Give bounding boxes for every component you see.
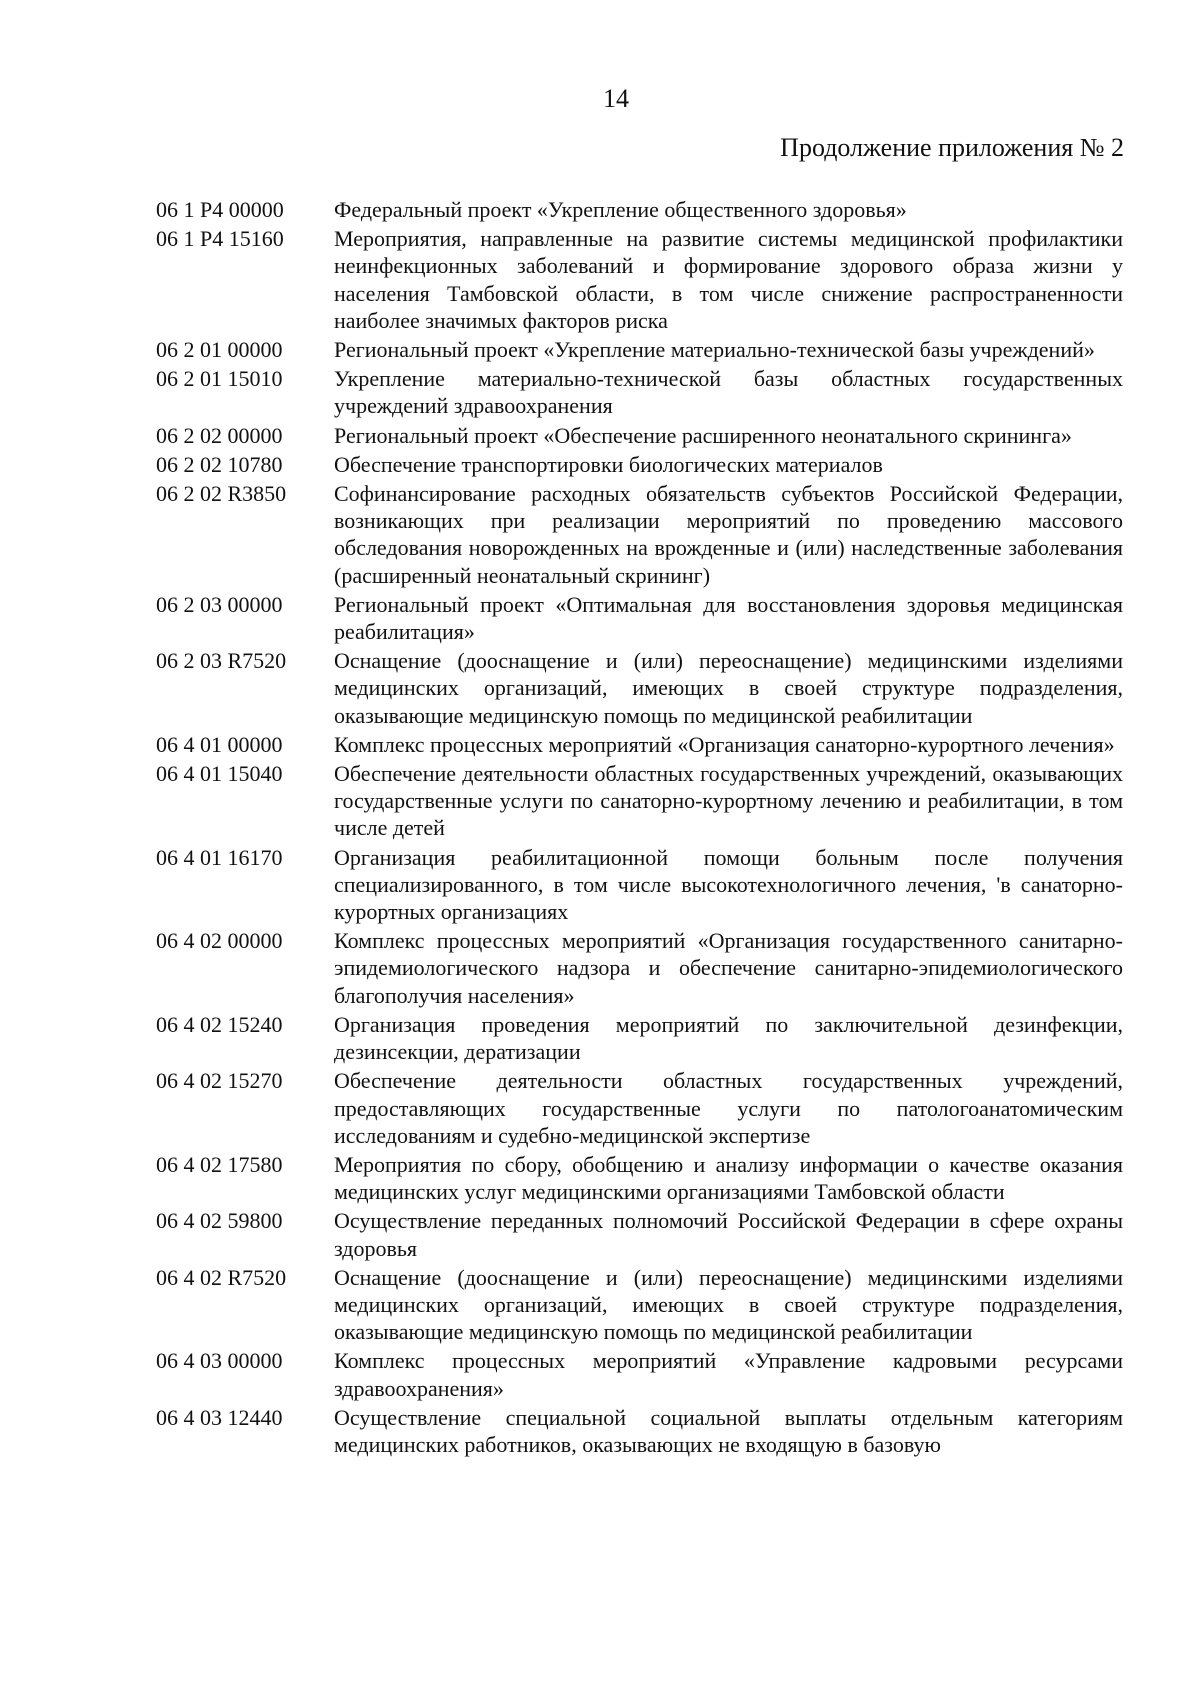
entry-description: Федеральный проект «Укрепление общественного здоровья»: [334, 197, 907, 222]
list-item: [156, 731, 1123, 758]
entry-code: 06 4 01 15040: [156, 761, 283, 787]
list-item: [156, 647, 1123, 729]
entry-description: Комплекс процессных мероприятий «Управление кадровыми ресурсами здравоохранения»: [334, 1348, 1123, 1401]
entry-code: 06 4 03 00000: [156, 1348, 283, 1374]
entry-code: 06 4 02 15240: [156, 1011, 283, 1037]
list-item: [156, 927, 1123, 1009]
list-item: [156, 1151, 1123, 1205]
entry-description: Комплекс процессных мероприятий «Организация государственного санитарно-эпидемиологического надзора и обеспечение санитарно-эпидемиологического благополучия населения»: [334, 928, 1123, 1008]
list-item: [156, 760, 1123, 842]
list-item: [156, 365, 1123, 419]
entry-description: Региональный проект «Укрепление материально-технической базы учреждений»: [334, 337, 1095, 363]
entry-code: 06 2 02 00000: [156, 422, 283, 448]
list-item: [156, 451, 1123, 478]
list-item: [156, 1067, 1123, 1149]
list-item: [156, 225, 1123, 334]
entry-code: 06 4 02 15270: [156, 1068, 283, 1094]
page-number: 14: [603, 84, 629, 113]
entry-description: Обеспечение деятельности областных государственных учреждений, оказывающих государственные услуги по санаторно-курортному лечению и реабилитации, в том числе детей: [334, 761, 1123, 841]
entry-code: 06 4 02 59800: [156, 1208, 283, 1234]
entry-code: 06 2 03 00000: [156, 591, 283, 617]
budget-classification-list: [156, 196, 1123, 1460]
list-item: [156, 1347, 1123, 1401]
entry-code: 06 4 03 12440: [156, 1404, 283, 1430]
entry-description: Обеспечение деятельности областных государственных учреждений, предоставляющих государственные услуги по патологоанатомическим исследованиям и судебно-медицинской экспертизе: [334, 1068, 1123, 1148]
entry-description: Мероприятия, направленные на развитие системы медицинской профилактики неинфекционных заболеваний и формирование здорового образа жизни у населения Тамбовской области, в том числе снижение распространенности наиболее значимых факторов риска: [334, 226, 1123, 333]
entry-description: Софинансирование расходных обязательств субъектов Российской Федерации, возникающих при реализации мероприятий по проведению массового обследования новорожденных на врожденные и (или) наследственные заболевания (расширенный неонатальный скрининг): [334, 481, 1123, 588]
entry-code: 06 1 P4 00000: [156, 197, 284, 222]
list-item: [156, 844, 1123, 926]
entry-description: Обеспечение транспортировки биологических материалов: [334, 451, 883, 477]
entry-description: Региональный проект «Оптимальная для восстановления здоровья медицинская реабилитация»: [334, 591, 1123, 645]
list-item: [156, 336, 1123, 363]
list-item: [156, 1264, 1123, 1346]
entry-description: Региональный проект «Обеспечение расширенного неонатального скрининга»: [334, 422, 1072, 448]
entry-description: Осуществление специальной социальной выплаты отдельным категориям медицинских работников, оказывающих не входящую в базовую: [334, 1404, 1123, 1457]
entry-description: Укрепление материально-технической базы областных государственных учреждений здравоохранения: [334, 366, 1123, 419]
entry-description: Организация проведения мероприятий по заключительной дезинфекции, дезинсекции, дератизации: [334, 1011, 1123, 1065]
entry-code: 06 4 01 00000: [156, 731, 283, 757]
list-item: [156, 1011, 1123, 1065]
list-item: [156, 480, 1123, 589]
entry-description: Комплекс процессных мероприятий «Организация санаторно-курортного лечения»: [334, 731, 1115, 757]
list-item: [156, 1207, 1123, 1261]
entry-description: Оснащение (дооснащение и (или) переоснащение) медицинскими изделиями медицинских организаций, имеющих в своей структуре подразделения, оказывающие медицинскую помощь по медицинской реабилитации: [334, 648, 1123, 728]
entry-code: 06 2 01 15010: [156, 366, 283, 392]
list-item: [156, 422, 1123, 449]
entry-code: 06 2 02 10780: [156, 451, 283, 477]
list-item: [156, 1404, 1123, 1458]
list-item: [156, 591, 1123, 645]
appendix-continuation-heading: Продолжение приложения № 2: [780, 133, 1124, 162]
entry-description: Организация реабилитационной помощи больным после получения специализированного, в том числе высокотехнологичного лечения, 'в санаторно-курортных организациях: [334, 844, 1123, 925]
entry-description: Оснащение (дооснащение и (или) переоснащение) медицинскими изделиями медицинских организаций, имеющих в своей структуре подразделения, оказывающие медицинскую помощь по медицинской реабилитации: [334, 1264, 1123, 1345]
entry-code: 06 4 01 16170: [156, 844, 283, 870]
entry-code: 06 2 03 R7520: [156, 648, 287, 674]
entry-code: 06 2 02 R3850: [156, 481, 287, 507]
entry-code: 06 2 01 00000: [156, 337, 283, 363]
list-item: [156, 196, 1123, 223]
entry-code: 06 4 02 R7520: [156, 1264, 287, 1290]
entry-description: Осуществление переданных полномочий Российской Федерации в сфере охраны здоровья: [334, 1208, 1123, 1261]
entry-description: Мероприятия по сбору, обобщению и анализу информации о качестве оказания медицинских услуг медицинскими организациями Тамбовской области: [334, 1151, 1123, 1205]
entry-code: 06 4 02 00000: [156, 928, 283, 954]
entry-code: 06 1 P4 15160: [156, 226, 284, 252]
entry-code: 06 4 02 17580: [156, 1151, 283, 1177]
